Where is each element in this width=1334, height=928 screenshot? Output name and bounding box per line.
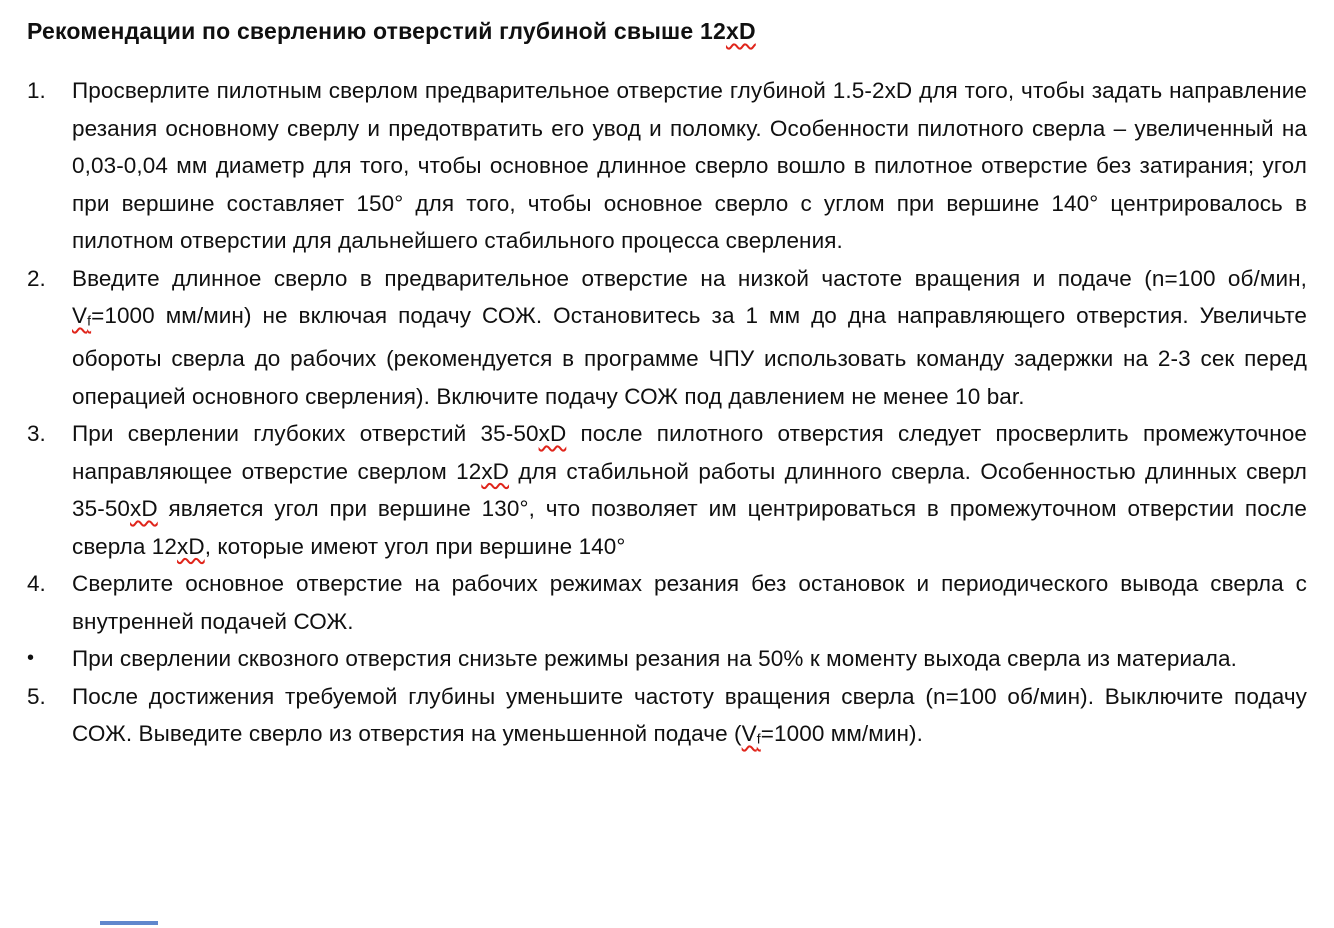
subscript-text: f xyxy=(756,730,761,747)
recommendations-list xyxy=(27,72,1307,758)
list-item-text xyxy=(72,678,1307,759)
list-item xyxy=(27,640,1307,678)
text-run: Сверлите основное отверстие на рабочих режимах резания без остановок и периодического вывода сверла с внутренней подачей СОЖ. xyxy=(72,571,1307,634)
spellcheck-flagged-text: xD xyxy=(130,496,158,521)
list-item-text xyxy=(72,260,1307,416)
spellcheck-flagged-text: Vf xyxy=(72,303,92,329)
partial-blue-line xyxy=(100,921,158,925)
text-run: после пилотного отверстия следует просверлить промежуточное направляющее отверстие сверлом 12 xyxy=(72,421,1307,484)
text-run: , которые имеют угол при вершине 140° xyxy=(204,533,626,559)
text-run: =1000 мм/мин). xyxy=(760,721,923,746)
text-run: При сверлении сквозного отверстия снизьте режимы резания на 50% к моменту выхода сверла из материала. xyxy=(72,646,1237,671)
list-item-text xyxy=(72,640,1307,678)
spellcheck-flagged-text: xD xyxy=(538,421,567,446)
list-item xyxy=(27,72,1307,260)
text-run: После достижения требуемой глубины уменьшите частоту вращения сверла (n=100 об/мин). Выключите подачу СОЖ. Выведите сверло из отверстия на уменьшенной подаче ( xyxy=(72,683,1307,746)
number-marker: 2. xyxy=(27,265,46,291)
number-marker: 5. xyxy=(27,683,46,709)
number-marker: 4. xyxy=(27,571,46,596)
list-item xyxy=(27,565,1307,640)
document-title xyxy=(27,16,1307,46)
text-run: Введите длинное сверло в предварительное отверстие на низкой частоте вращения и подаче (n=100 об/мин, xyxy=(72,265,1307,291)
text-run: для стабильной работы длинного сверла. Особенностью длинных сверл 35-50 xyxy=(72,458,1307,521)
list-item xyxy=(27,415,1307,565)
text-run: =1000 мм/мин) не включая подачу СОЖ. Остановитесь за 1 мм до дна направляющего отверстия. Увеличьте обороты сверла до рабочих (рекомендуется в программе ЧПУ использовать команду задержки на 2-3 сек перед операцией основного сверления). Включите подачу СОЖ под давлением не менее 10 bar. xyxy=(72,303,1307,409)
list-item xyxy=(27,260,1307,416)
spellcheck-flagged-text: Vf xyxy=(741,721,761,747)
spellcheck-flagged-text: xD xyxy=(481,458,510,484)
number-marker: 1. xyxy=(27,78,46,103)
text-run: является угол при вершине 130°, что позволяет им центрироваться в промежуточном отверстии после сверла 12 xyxy=(72,496,1307,559)
list-item-text xyxy=(72,565,1307,640)
subscript-text: f xyxy=(87,312,92,329)
list-item-text xyxy=(72,415,1307,565)
text-run: Рекомендации по сверлению отверстий глубиной свыше 12 xyxy=(27,18,726,44)
list-item-text xyxy=(72,72,1307,260)
bullet-marker: • xyxy=(27,647,35,669)
text-run: При сверлении глубоких отверстий 35-50 xyxy=(72,421,539,446)
list-item xyxy=(27,678,1307,759)
spellcheck-flagged-text: xD xyxy=(725,18,756,44)
text-run: Просверлите пилотным сверлом предварительное отверстие глубиной 1.5-2xD для того, чтобы задать направление резания основному сверлу и предотвратить его увод и поломку. Особенности пилотного сверла – увеличенный на 0,03-0,04 мм диаметр для того, чтобы основное длинное сверло вошло в пилотное отверстие без затирания; угол при вершине составляет 150° для того, чтобы основное сверло с углом при вершине 140° центрировалось в пилотном отверстии для дальнейшего стабильного процесса сверления. xyxy=(72,78,1307,253)
spellcheck-flagged-text: xD xyxy=(177,533,205,559)
number-marker: 3. xyxy=(27,421,46,446)
